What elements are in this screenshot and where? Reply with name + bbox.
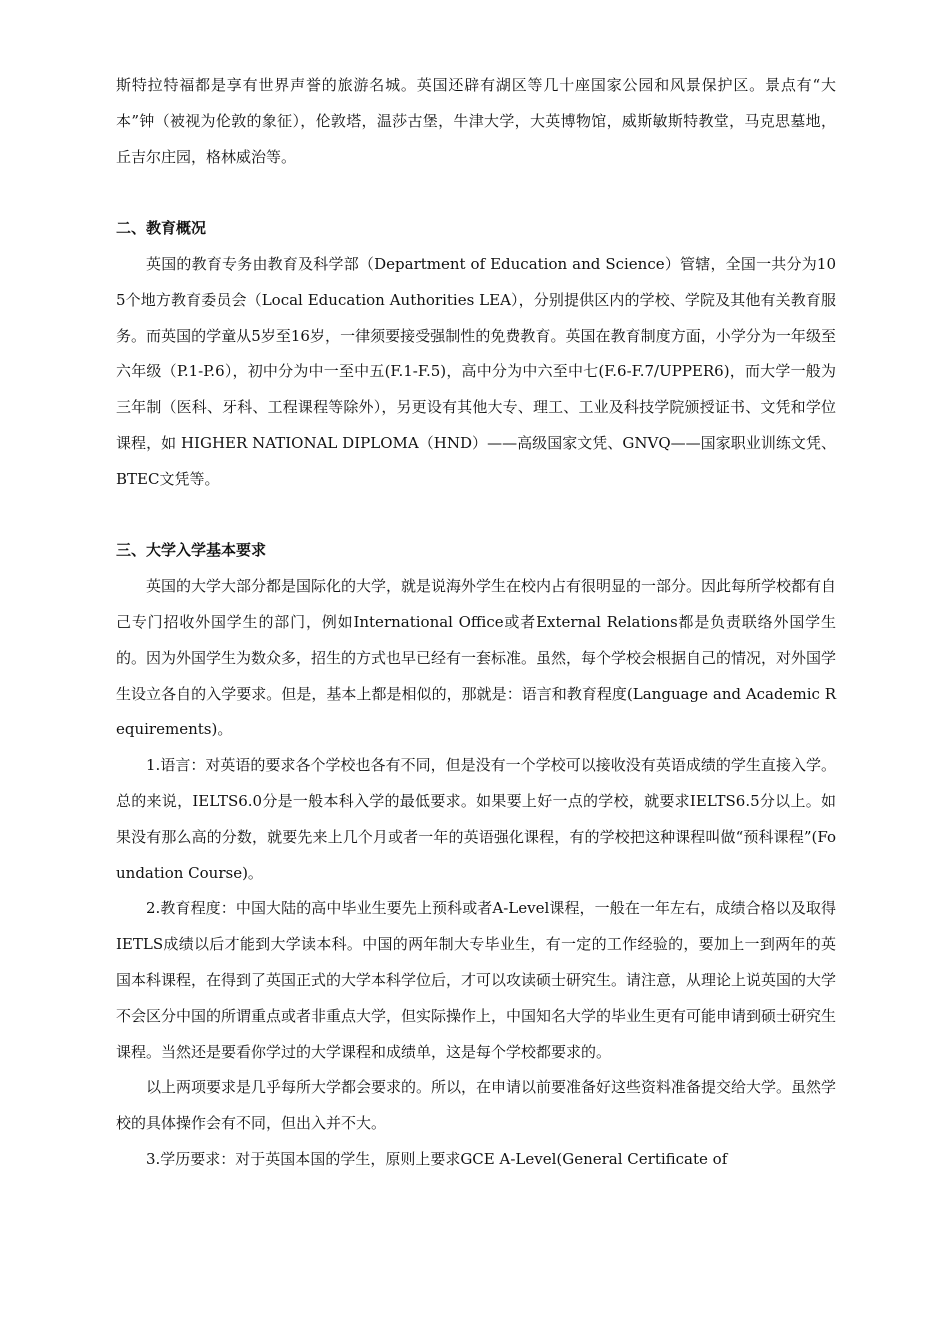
document-body bbox=[116, 68, 836, 1178]
section-spacer bbox=[116, 175, 836, 211]
qualification-requirement-paragraph: 3.学历要求：对于英国本国的学生，原则上要求GCE A-Level(General Certificate of bbox=[146, 1149, 728, 1168]
section-2-heading: 二、教育概况 bbox=[116, 219, 207, 238]
intro-continuation-paragraph: 斯特拉特福都是享有世界声誉的旅游名城。英国还辟有湖区等几十座国家公园和风景保护区。景点有“大本”钟（被视为伦敦的象征），伦敦塔，温莎古堡，牛津大学，大英博物馆，威斯敏斯特教堂，马克思墓地，丘吉尔庄园，格林威治等。 bbox=[116, 76, 836, 166]
section-spacer bbox=[116, 498, 836, 534]
academic-requirement-paragraph: 2.教育程度：中国大陆的高中毕业生要先上预科或者A-Level课程，一般在一年左右，成绩合格以及取得IETLS成绩以后才能到大学读本科。中国的两年制大专毕业生，有一定的工作经验的，要加上一到两年的英国本科课程，在得到了英国正式的大学本科学位后，才可以攻读硕士研究生。请注意，从理论上说英国的大学不会区分中国的所谓重点或者非重点大学，但实际操作上，中国知名大学的毕业生更有可能申请到硕士研究生课程。当然还是要看你学过的大学课程和成绩单，这是每个学校都要求的。 bbox=[116, 899, 837, 1061]
admission-intro-paragraph: 英国的大学大部分都是国际化的大学，就是说海外学生在校内占有很明显的一部分。因此每所学校都有自己专门招收外国学生的部门，例如International Office或者External Relations都是负责联络外国学生的。因为外国学生为数众多，招生的方式也早已经有一套标准。虽然，每个学校会根据自己的情况，对外国学生设立各自的入学要求。但是，基本上都是相似的，那就是：语言和教育程度(Language and Academic Requirements)。 bbox=[116, 577, 837, 739]
language-requirement-paragraph: 1.语言：对英语的要求各个学校也各有不同，但是没有一个学校可以接收没有英语成绩的学生直接入学。总的来说，IELTS6.0分是一般本科入学的最低要求。如果要上好一点的学校，就要求IELTS6.5分以上。如果没有那么高的分数，就要先来上几个月或者一年的英语强化课程，有的学校把这种课程叫做“预科课程”(Foundation Course)。 bbox=[116, 756, 836, 882]
section-3-heading: 三、大学入学基本要求 bbox=[116, 541, 267, 560]
requirements-summary-paragraph: 以上两项要求是几乎每所大学都会要求的。所以，在申请以前要准备好这些资料准备提交给大学。虽然学校的具体操作会有不同，但出入并不大。 bbox=[116, 1078, 837, 1133]
education-overview-paragraph: 英国的教育专务由教育及科学部（Department of Education and Science）管辖，全国一共分为105个地方教育委员会（Local Education Authorities LEA），分别提供区内的学校、学院及其他有关教育服务。而英国的学童从5岁至16岁，一律须要接受强制性的免费教育。英国在教育制度方面，小学分为一年级至六年级（P.1-P.6），初中分为中一至中五(F.1-F.5)，高中分为中六至中七(F.6-F.7/UPPER6)，而大学一般为三年制（医科、牙科、工程课程等除外），另更设有其他大专、理工、工业及科技学院颁授证书、文凭和学位课程，如 HIGHER NATIONAL DIPLOMA（HND）——高级国家文凭、GNVQ——国家职业训练文凭、BTEC文凭等。 bbox=[116, 254, 836, 488]
